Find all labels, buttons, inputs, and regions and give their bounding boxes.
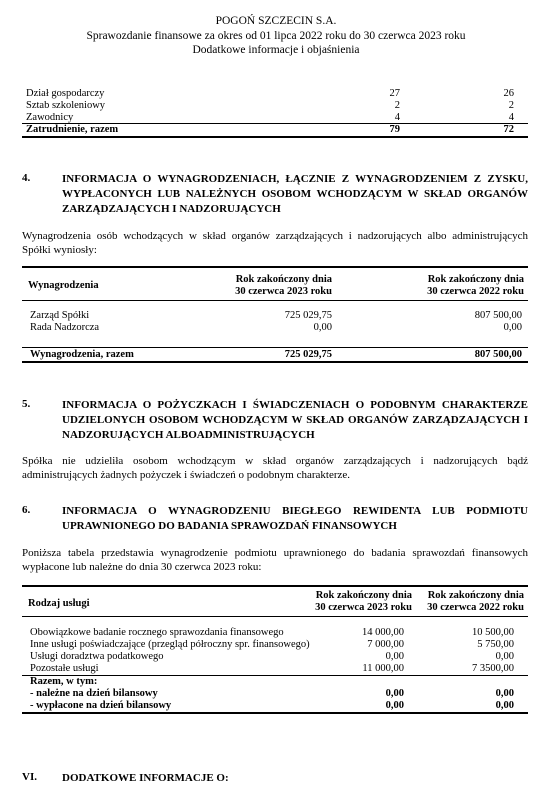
employment-total-2023: 79: [389, 124, 400, 135]
table-subtotal-row: [22, 688, 528, 700]
table-total-row: [22, 676, 528, 688]
row-2023: 725 029,75: [284, 310, 332, 321]
subtotal-2023: 0,00: [385, 700, 404, 711]
row-2023: 14 000,00: [362, 627, 404, 638]
employment-label: Dział gospodarczy: [26, 88, 105, 99]
total-2022: 807 500,00: [474, 349, 522, 360]
divider: [22, 616, 528, 617]
row-2023: 0,00: [385, 651, 404, 662]
row-2022: 10 500,00: [472, 627, 514, 638]
row-2022: 0,00: [503, 322, 522, 333]
total-label: Wynagrodzenia, razem: [30, 349, 134, 360]
col-header-line: 30 czerwca 2022 roku: [427, 286, 524, 297]
employment-row: [22, 100, 528, 112]
employment-total-2022: 72: [503, 124, 514, 135]
col-header-line: Rok zakończony dnia: [427, 274, 524, 285]
employment-2023: 2: [394, 100, 400, 111]
row-2022: 0,00: [495, 651, 514, 662]
subtotal-label: - należne na dzień bilansowy: [30, 688, 158, 699]
subtotal-2023: 0,00: [385, 688, 404, 699]
divider: [22, 585, 528, 587]
section-text: Spółka nie udzieliła osobom wchodzącym w skład organów zarządzających i nadzorujących bądź administrujących żadnych pożyczek i świadczeń o podobnym charakterze.: [22, 455, 528, 481]
table-row: [22, 310, 528, 322]
row-2022: 5 750,00: [477, 639, 514, 650]
employment-total-label: Zatrudnienie, razem: [26, 124, 119, 135]
table-header-2022: [390, 274, 524, 298]
col-header-line: 30 czerwca 2023 roku: [235, 286, 332, 297]
section-title: INFORMACJA O WYNAGRODZENIU BIEGŁEGO REWIDENTA LUB PODMIOTU UPRAWNIONEGO DO BADANIA SPRAWOZDAŃ FINANSOWYCH: [62, 505, 528, 532]
table-header-2023: [200, 274, 332, 298]
subtotal-2022: 0,00: [495, 700, 514, 711]
total-2023: 725 029,75: [284, 349, 332, 360]
page-header: [0, 14, 552, 58]
col-header-line: Rok zakończony dnia: [315, 590, 412, 601]
row-label: Inne usługi poświadczające (przegląd półroczny spr. finansowego): [30, 639, 310, 650]
col-header-line: 30 czerwca 2022 roku: [427, 602, 524, 613]
table-header-2022: [392, 590, 524, 614]
section-intro: Wynagrodzenia osób wchodzących w skład organów zarządzających i nadzorujących albo administrujących Spółki wyniosły:: [22, 230, 528, 256]
employment-row: [22, 88, 528, 100]
section-intro: Poniższa tabela przedstawia wynagrodzenie podmiotu uprawnionego do badania sprawozdań finansowych wypłacone lub należne do dnia 30 czerwca 2023 roku:: [22, 547, 528, 573]
divider: [22, 266, 528, 268]
section-number: 4.: [22, 172, 31, 184]
section-number: VI.: [22, 771, 37, 783]
divider: [22, 347, 528, 348]
employment-label: Zawodnicy: [26, 112, 74, 123]
table-row: [22, 639, 528, 651]
table-header-label: Rodzaj usługi: [28, 598, 90, 609]
report-title: Sprawozdanie finansowe za okres od 01 lipca 2022 roku do 30 czerwca 2023 roku: [86, 29, 466, 42]
table-row: [22, 627, 528, 639]
row-2023: 7 000,00: [367, 639, 404, 650]
row-2022: 807 500,00: [474, 310, 522, 321]
col-header-line: Rok zakończony dnia: [235, 274, 332, 285]
employment-2023: 27: [389, 88, 400, 99]
employment-2022: 2: [508, 100, 514, 111]
employment-2023: 4: [394, 112, 400, 123]
table-subtotal-row: [22, 700, 528, 712]
row-label: Obowiązkowe badanie rocznego sprawozdania finansowego: [30, 627, 284, 638]
section-title: DODATKOWE INFORMACJE O:: [62, 772, 229, 784]
divider: [22, 712, 528, 714]
employment-label: Sztab szkoleniowy: [26, 100, 106, 111]
col-header-line: 30 czerwca 2023 roku: [315, 602, 412, 613]
col-header-line: Rok zakończony dnia: [427, 590, 524, 601]
employment-2022: 26: [503, 88, 514, 99]
divider: [22, 136, 528, 138]
employment-total-row: [22, 124, 528, 136]
table-row: [22, 322, 528, 334]
row-label: Rada Nadzorcza: [30, 322, 100, 333]
divider: [22, 300, 528, 301]
section-title: INFORMACJA O POŻYCZKACH I ŚWIADCZENIACH O PODOBNYM CHARAKTERZE UDZIELONYCH OSOBOM WCHODZĄCYM W SKŁAD ORGANÓW ZARZĄDZAJĄCYCH I NADZORUJĄCYCH ALBOADMINISTRUJĄCYCH: [62, 399, 528, 441]
row-2022: 7 3500,00: [472, 663, 514, 674]
row-label: Zarząd Spółki: [30, 310, 90, 321]
table-row: [22, 651, 528, 663]
report-subtitle: Dodatkowe informacje i objaśnienia: [192, 44, 360, 56]
subtotal-label: - wypłacone na dzień bilansowy: [30, 700, 172, 711]
subtotal-2022: 0,00: [495, 688, 514, 699]
total-label: Razem, w tym:: [30, 676, 98, 687]
table-row: [22, 663, 528, 675]
row-2023: 0,00: [313, 322, 332, 333]
table-header-label: Wynagrodzenia: [28, 280, 99, 291]
row-label: Usługi doradztwa podatkowego: [30, 651, 164, 662]
divider: [22, 361, 528, 363]
section-title: INFORMACJA O WYNAGRODZENIACH, ŁĄCZNIE Z WYNAGRODZENIEM Z ZYSKU, WYPŁACONYCH LUB NALEŻNYCH OSOBOM WCHODZĄCYM W SKŁAD ORGANÓW ZARZĄDZAJĄCYCH I NADZORUJĄCYCH: [62, 173, 528, 215]
section-number: 6.: [22, 504, 31, 516]
company-name: POGOŃ SZCZECIN S.A.: [215, 15, 337, 27]
table-total-row: [22, 349, 528, 361]
employment-2022: 4: [508, 112, 514, 123]
row-2023: 11 000,00: [362, 663, 404, 674]
row-label: Pozostałe usługi: [30, 663, 99, 674]
section-number: 5.: [22, 398, 31, 410]
